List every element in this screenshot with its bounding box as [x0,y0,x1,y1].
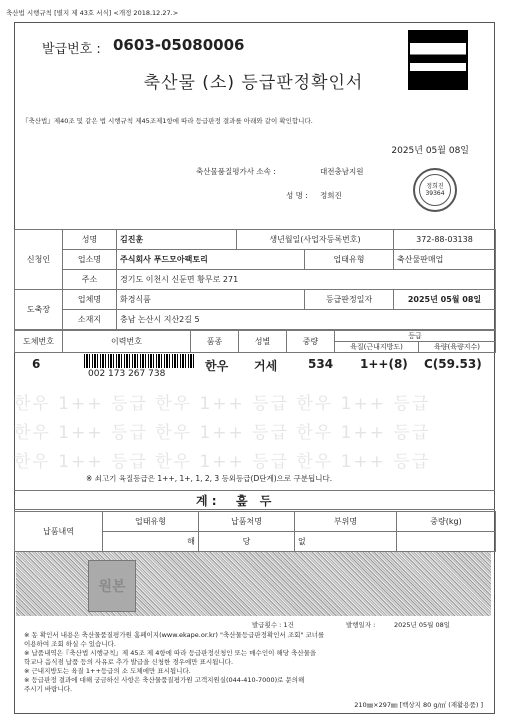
grade-note: ※ 쇠고기 육질등급은 1++, 1+, 1, 2, 3 등외등급(D단계)으로 구분됩니다. [86,474,333,483]
note-line: 주시기 바랍니다. [24,685,73,693]
total-value: 흪 두 [236,494,276,508]
breed-header: 품종 [191,331,239,353]
grading-date-label: 등급판정일자 [305,290,394,310]
watermark-line: 한우 1++ 등급 한우 1++ 등급 한우 1++ 등급 [14,423,431,443]
note-line: ※ 근내지방도는 육질 1++등급의 소 도체에만 표시됩니다. [24,667,191,675]
slaughterhouse-location-label: 소재지 [63,310,117,330]
watermark-line: 한우 1++ 등급 한우 1++ 등급 한우 1++ 등급 [14,394,431,414]
note-line: ※ 동 확인서 내용은 축산물품질평가원 홈페이지(www.ekape.or.kr) "축산물등급판정확인서 조회" 코너를 [24,631,325,639]
issue-number-label: 발급번호 : [42,42,101,57]
issue-date: 2025년 05월 08일 [391,146,469,156]
applicant-name: 김진훈 [117,230,237,250]
grade-header: 등급 [335,331,496,342]
delivery-section-label: 납품내역 [15,512,103,552]
note-line: ※ 납품내역은『축산법 시행규칙』제 45조 제 4항에 따라 등급판정신청인 또는 매수인이 해당 축산물을 [24,649,317,657]
note-line: ※ 등급판정 결과에 대해 궁금하신 사항은 축산물품질평가원 고객지원실(044-410-7000)로 문의해 [24,676,305,684]
yield-grade: C(59.53) [424,357,482,371]
carcass-number: 6 [32,357,41,371]
applicant-company: 주식회사 푸드모아팩토리 [117,250,305,270]
weight-header: 중량 [287,331,335,353]
delivery-header-part: 부위명 [295,512,397,532]
original-stamp: 원본 [88,560,136,612]
assessor-affiliation-label: 축산물품질평가사 소속 : [196,167,276,176]
applicant-address-label: 주소 [63,270,117,290]
assessor-name-label: 성 명 : [286,191,308,200]
applicant-section-label: 신청인 [15,230,63,290]
note-line: 학교나 음식점 납품 등의 사유로 추가 발급을 신청한 경우에만 표시됩니다. [24,658,234,666]
breed: 한우 [205,359,229,373]
slaughterhouse-location: 충남 논산시 지산2길 5 [117,310,496,330]
delivery-header-weight: 중량(kg) [397,512,496,532]
assessor-seal-stamp: 정희진 39364 [413,168,457,212]
delivery-cell: 해 [103,532,199,552]
sex: 거세 [254,359,278,373]
quality-grade: 1++(8) [360,357,408,371]
note-line: 이용하여 조회 하실 수 있습니다. [24,640,116,648]
applicant-company-label: 업소명 [63,250,117,270]
slaughterhouse-name-label: 업체명 [63,290,117,310]
applicant-address: 경기도 이천시 신둔면 황무로 271 [117,270,496,290]
applicant-birth: 372-88-03138 [394,230,496,250]
quality-grade-header: 육질(근내지방도) [335,342,419,353]
issued-date: 2025년 05월 08일 [394,621,451,629]
form-reference: 축산법 시행규칙 [별지 제 43호 서식] <개정 2018.12.27.> [6,9,179,17]
total-label: 계 : [196,494,217,508]
sex-header: 성별 [239,331,287,353]
delivery-header-destination: 납품처명 [199,512,295,532]
applicant-table [14,229,496,330]
yield-grade-header: 육량(육량지수) [419,342,496,353]
intro-text: 『축산법』제40조 및 같은 법 시행규칙 제45조제1항에 따라 등급판정 결과를 아래와 같이 확인합니다. [22,117,313,125]
paper-spec: 210㎜×297㎜ [백상지 80 g/㎡ (재활용품) ] [354,701,483,709]
applicant-birth-label: 생년월일(사업자등록번호) [237,230,394,250]
trace-number: 002 173 267 738 [88,369,166,379]
applicant-biztype: 축산물판매업 [394,250,496,270]
slaughterhouse-name: 화경식품 [117,290,305,310]
assessor-affiliation: 대전충남지원 [320,167,364,176]
barcode-icon [84,354,194,368]
delivery-cell: 없 [295,532,397,552]
carcass-number-header: 도체번호 [15,331,63,353]
delivery-table [14,511,496,552]
applicant-biztype-label: 업태유형 [305,250,394,270]
trace-number-header: 이력번호 [63,331,191,353]
grade-table-header [14,330,496,353]
slaughterhouse-section-label: 도축장 [15,290,63,330]
delivery-cell: 당 [199,532,295,552]
grading-date: 2025년 05월 08일 [394,290,496,310]
watermark-line: 한우 1++ 등급 한우 1++ 등급 한우 1++ 등급 [14,452,431,472]
delivery-header-biztype: 업태유형 [103,512,199,532]
applicant-name-label: 성명 [63,230,117,250]
issued-date-label: 발행일자 : [346,621,376,629]
issue-count: 발급횟수 : 1건 [252,621,294,629]
document-title: 축산물 (소) 등급판정확인서 [143,73,364,93]
notes-block [24,631,324,694]
assessor-name: 정희진 [320,191,342,200]
issue-number: 0603-05080006 [113,36,245,54]
delivery-cell [397,532,496,552]
weight: 534 [308,357,334,371]
